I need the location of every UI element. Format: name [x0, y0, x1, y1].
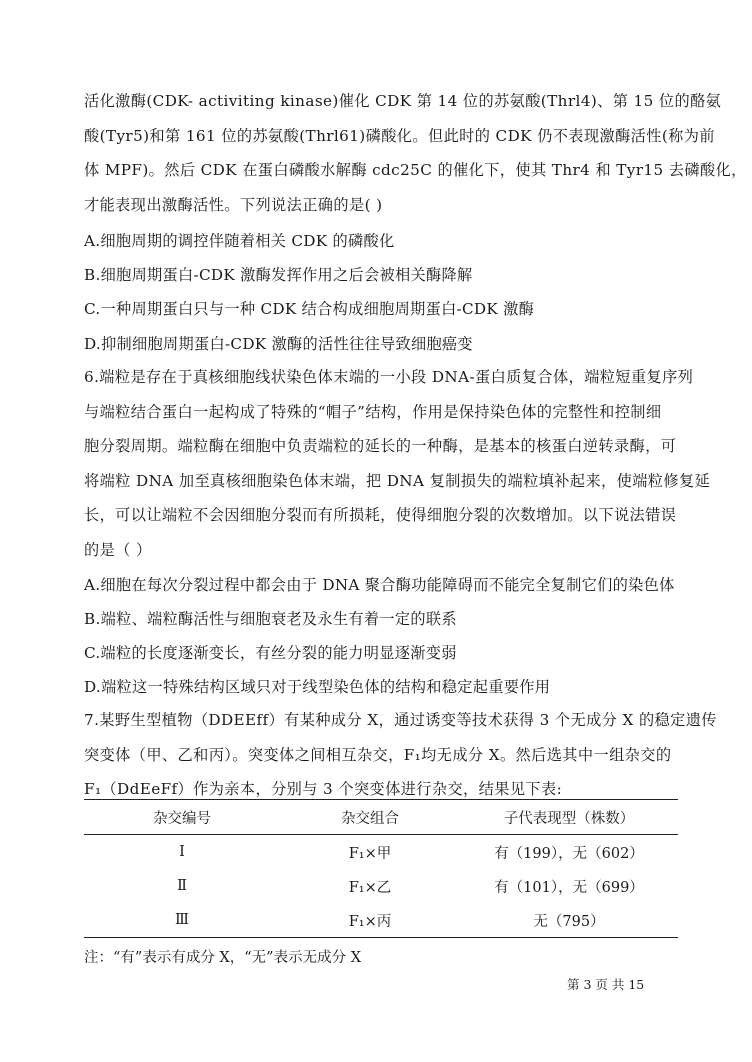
- table-cell: 有（199），无（602）: [494, 845, 644, 862]
- q5-stem: [84, 84, 747, 222]
- column-header: 杂交编号: [153, 810, 211, 827]
- column-header: 子代表现型（株数）: [503, 810, 635, 827]
- table-cell: 有（101），无（699）: [494, 879, 644, 896]
- table-note: 注：“有”表示有成分 X，“无”表示无成分 X: [84, 950, 362, 966]
- q5-stem-line: 酸(Tyr5)和第 161 位的苏氨酸(Thrl61)磷酸化。但此时的 CDK 仍不表现激酶活性(称为前: [84, 126, 715, 145]
- q7-stem-line: 突变体（甲、乙和丙）。突变体之间相互杂交，F₁均无成分 X。然后选其中一组杂交的: [84, 745, 672, 764]
- q6-option-a: A.细胞在每次分裂过程中都会由于 DNA 聚合酶功能障碍而不能完全复制它们的染色体: [84, 576, 675, 594]
- table-header-row: [84, 800, 678, 835]
- q5-option-c: C.一种周期蛋白只与一种 CDK 结合构成细胞周期蛋白-CDK 激酶: [84, 300, 535, 318]
- cross-results-table: [84, 799, 678, 938]
- q7-stem: [84, 703, 717, 807]
- q6-stem-line: 长，可以让端粒不会因细胞分裂而有所损耗，使得细胞分裂的次数增加。以下说法错误: [84, 506, 677, 525]
- q6-stem: [84, 360, 711, 568]
- table-cell: 无（795）: [533, 913, 605, 930]
- table-cell: F₁×乙: [348, 879, 392, 896]
- q6-stem-line: 与端粒结合蛋白一起构成了特殊的“帽子”结构，作用是保持染色体的完整性和控制细: [84, 402, 662, 421]
- q5-option-a: A.细胞周期的调控伴随着相关 CDK 的磷酸化: [84, 232, 395, 250]
- q6-stem-line: 6.端粒是存在于真核细胞线状染色体末端的一小段 DNA-蛋白质复合体，端粒短重复序列: [84, 368, 694, 386]
- q5-stem-line: 活化激酶(CDK- activiting kinase)催化 CDK 第 14 位的苏氨酸(Thrl4)、第 15 位的酪氨: [84, 92, 722, 110]
- q5-option-b: B.细胞周期蛋白-CDK 激酶发挥作用之后会被相关酶降解: [84, 266, 473, 284]
- column-header: 杂交组合: [341, 810, 399, 827]
- q7-stem-line: F₁（DdEeFf）作为亲本，分别与 3 个突变体进行杂交，结果见下表:: [84, 780, 563, 799]
- q6-option-c: C.端粒的长度逐渐变长，有丝分裂的能力明显逐渐变弱: [84, 644, 457, 662]
- table-row: [84, 835, 678, 870]
- table-row: [84, 903, 678, 938]
- q6-option-b: B.端粒、端粒酶活性与细胞衰老及永生有着一定的联系: [84, 610, 457, 628]
- table-cell: Ⅱ: [177, 878, 187, 894]
- q6-stem-line: 将端粒 DNA 加至真核细胞染色体末端，把 DNA 复制损失的端粒填补起来，使端粒修复延: [84, 471, 711, 490]
- q5-stem-line: 体 MPF)。然后 CDK 在蛋白磷酸水解酶 cdc25C 的催化下，使其 Thr4 和 Tyr15 去磷酸化，: [84, 161, 747, 180]
- q5-stem-line: 才能表现出激酶活性。下列说法正确的是( ): [84, 195, 383, 214]
- q5-option-d: D.抑制细胞周期蛋白-CDK 激酶的活性往往导致细胞癌变: [84, 335, 473, 353]
- q7-stem-line: 7.某野生型植物（DDEEff）有某种成分 X，通过诱变等技术获得 3 个无成分 X 的稳定遗传: [84, 711, 717, 729]
- table-cell: F₁×丙: [348, 913, 392, 930]
- q6-stem-line: 的是（ ）: [84, 540, 152, 559]
- page-number: 第 3 页 共 15: [567, 977, 645, 992]
- table-row: [84, 869, 678, 903]
- q6-stem-line: 胞分裂周期。端粒酶在细胞中负责端粒的延长的一种酶，是基本的核蛋白逆转录酶，可: [84, 437, 677, 456]
- q6-option-d: D.端粒这一特殊结构区域只对于线型染色体的结构和稳定起重要作用: [84, 678, 551, 696]
- table-cell: F₁×甲: [348, 845, 392, 862]
- table-cell: Ⅰ: [179, 844, 185, 860]
- table-cell: Ⅲ: [175, 912, 189, 928]
